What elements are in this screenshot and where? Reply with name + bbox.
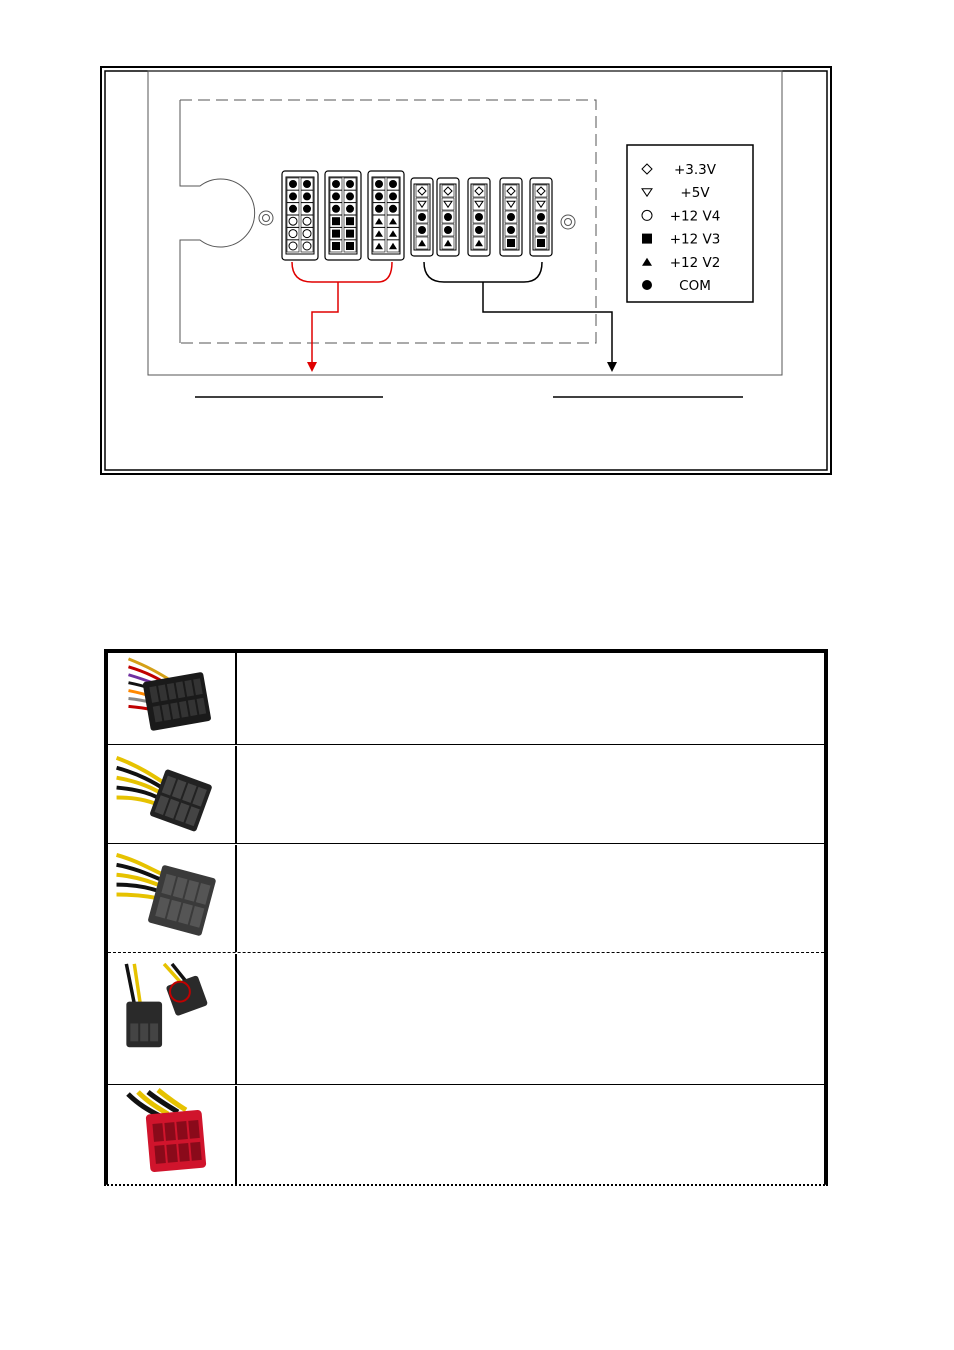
large-socket [368,171,404,260]
legend-symbol-icon [642,280,652,290]
connector-photo-cell [108,1086,236,1186]
connector-description [236,746,824,843]
small-socket-group [411,178,552,256]
eps-8pin-connector-icon [108,746,236,843]
left-arrow-line [312,282,338,363]
small-socket [500,178,522,256]
legend-label: +3.3V [673,162,717,178]
connector-description [236,845,824,952]
connector-row [108,845,824,953]
connector-photo-cell [108,746,236,843]
red-8pin-connector-icon [108,1086,236,1186]
connector-row [108,1086,824,1186]
pcie-8pin-connector-icon [108,845,236,952]
atx-24pin-connector-icon [108,653,236,744]
legend-symbol-icon [642,234,652,244]
right-arrow-head [607,362,617,372]
screw-hole-right [561,215,575,229]
connector-table [104,649,828,1186]
right-bracket [424,262,542,282]
left-bracket [292,262,392,282]
legend-label: +12 V3 [669,231,721,248]
connector-row [108,954,824,1085]
large-socket [325,171,361,260]
connector-row [108,653,824,745]
modular-panel-diagram [0,0,954,640]
connector-photo-cell [108,845,236,952]
legend-label: +12 V4 [669,208,721,225]
large-socket [282,171,318,260]
right-arrow-line [483,282,612,363]
connector-description [236,653,824,744]
screw-hole-left [259,211,273,225]
legend-label: COM [679,278,711,294]
legend-symbol-icon [642,210,652,220]
connector-photo-cell [108,653,236,744]
left-arrow-head [307,362,317,372]
panel-notch [180,100,255,343]
connector-description [236,1086,824,1186]
legend-label: +5V [680,185,710,202]
small-socket [411,178,433,256]
large-socket-group [282,171,404,260]
connector-row [108,746,824,844]
connector-description [236,954,824,1084]
small-socket [468,178,490,256]
legend-label: +12 V2 [669,254,721,271]
connector-photo-cell [108,954,236,1084]
small-socket [437,178,459,256]
pcie-6plus2-connector-icon [108,954,236,1084]
small-socket [530,178,552,256]
